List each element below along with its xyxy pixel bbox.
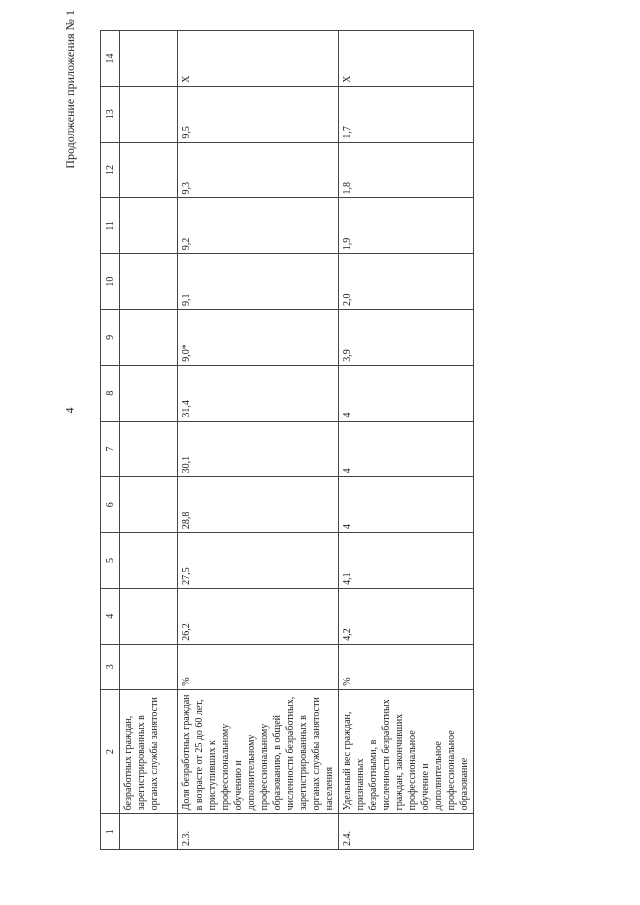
column-number: 9 <box>101 310 120 366</box>
value-cell: 9,1 <box>178 254 339 310</box>
value-cell: 1,9 <box>339 198 474 254</box>
value-cell <box>120 477 178 533</box>
value-cell: 9,3 <box>178 142 339 198</box>
column-number-row <box>101 31 120 850</box>
value-cell: 1,8 <box>339 142 474 198</box>
value-cell: 9,5 <box>178 86 339 142</box>
rotated-table-sheet <box>63 10 470 850</box>
column-number: 10 <box>101 254 120 310</box>
value-cell: 26,2 <box>178 588 339 644</box>
value-cell: 30,1 <box>178 421 339 477</box>
value-cell: 9,2 <box>178 198 339 254</box>
column-number: 11 <box>101 198 120 254</box>
table-row <box>339 31 474 850</box>
value-cell <box>120 142 178 198</box>
continuation-label: Продолжение приложения № 1 <box>63 10 77 169</box>
column-number: 13 <box>101 86 120 142</box>
value-cell: 4 <box>339 365 474 421</box>
column-number: 7 <box>101 421 120 477</box>
value-cell <box>120 86 178 142</box>
column-number: 1 <box>101 814 120 850</box>
row-number <box>120 814 178 850</box>
row-number: 2.4. <box>339 814 474 850</box>
indicator-name: безработных граждан, зарегистрированных в органах службы занятости <box>120 689 178 814</box>
indicator-name: Удельный вес граждан, признанных безработными, в численности безработных граждан, закончивших профессиональное обучение и дополнительное профессиональное образование <box>339 689 474 814</box>
value-cell: 9,0* <box>178 310 339 366</box>
value-cell: 27,5 <box>178 533 339 589</box>
column-number: 3 <box>101 644 120 689</box>
data-table <box>100 30 474 850</box>
value-cell: 31,4 <box>178 365 339 421</box>
column-number: 6 <box>101 477 120 533</box>
column-number: 14 <box>101 31 120 87</box>
indicator-name: Доля безработных граждан в возрасте от 25 до 60 лет, приступивших к профессиональному обучению и дополнительному профессиональному образованию, в общей численности безработных, зарегистрированных в органах службы занятости населения <box>178 689 339 814</box>
value-cell: 3,9 <box>339 310 474 366</box>
row-number: 2.3. <box>178 814 339 850</box>
value-cell <box>120 254 178 310</box>
value-cell: 4 <box>339 421 474 477</box>
column-number: 2 <box>101 689 120 814</box>
column-number: 8 <box>101 365 120 421</box>
column-number: 4 <box>101 588 120 644</box>
value-cell <box>120 310 178 366</box>
value-cell <box>120 533 178 589</box>
value-cell <box>120 588 178 644</box>
unit-cell: % <box>178 644 339 689</box>
table-row <box>120 31 178 850</box>
value-cell: 4,2 <box>339 588 474 644</box>
value-cell: 4 <box>339 477 474 533</box>
unit-cell <box>120 644 178 689</box>
value-cell <box>120 31 178 87</box>
value-cell: 28,8 <box>178 477 339 533</box>
table-row <box>178 31 339 850</box>
value-cell: X <box>178 31 339 87</box>
page-number: 4 <box>62 407 77 414</box>
value-cell <box>120 421 178 477</box>
value-cell <box>120 365 178 421</box>
value-cell: X <box>339 31 474 87</box>
unit-cell: % <box>339 644 474 689</box>
value-cell: 4,1 <box>339 533 474 589</box>
column-number: 5 <box>101 533 120 589</box>
column-number: 12 <box>101 142 120 198</box>
value-cell: 2,0 <box>339 254 474 310</box>
value-cell <box>120 198 178 254</box>
value-cell: 1,7 <box>339 86 474 142</box>
